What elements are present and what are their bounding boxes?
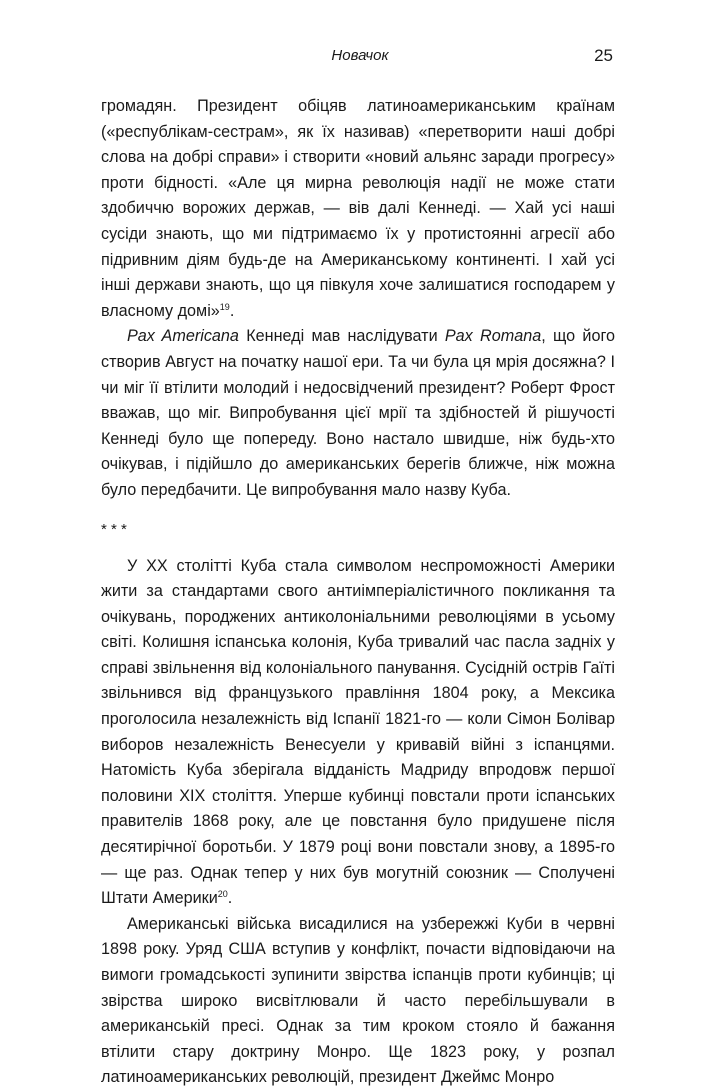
paragraph-4 xyxy=(101,912,615,1091)
paragraph-2 xyxy=(101,324,615,503)
paragraph-1-text: громадян. Президент обіцяв латиноамериканським країнам («республікам-сестрам», як їх називав) «перетворити наші добрі слова на добрі справи» і створити «новий альянс заради прогресу» проти бідності. «Але ця мирна революція надії не може стати здобиччю ворожих держав, — вів далі Кеннеді. — Хай усі наші сусіди знають, що ми підтримаємо їх у протистоянні агресії або підривним діям будь-де на Американському континенті. І хай усі інші держави знають, що ця півкуля хоче залишатися господарем у власному домі» xyxy=(101,97,615,320)
paragraph-1: громадян. Президент обіцяв латиноамериканським країнам («республікам-сестрам», як їх називав) «перетворити наші добрі слова на добрі справи» і створити «новий альянс заради прогресу» проти бідності. «Але ця мирна революція надії не може стати здобиччю ворожих держав, — вів далі Кеннеді. — Хай усі наші сусіди знають, що ми підтримаємо їх у протистоянні агресії або підривним діям будь-де на Американському континенті. І хай усі інші держави знають, що ця півкуля хоче залишатися господарем у власному домі»$^{19}$. xyxy=(101,97,615,320)
footnote-ref-20[interactable]: 20 xyxy=(217,889,228,900)
pax-romana-term: Pax Romana xyxy=(444,327,542,346)
page-header xyxy=(0,44,720,68)
paragraph-3: У XX столітті Куба стала символом неспроможності Америки жити за стандартами свого антиімперіалістичного покликання та очікувань, породжених антиколоніальними революціями в усьому світі. Колишня іспанська колонія, Куба тривалий час пасла задніх у справі звільнення від колоніального панування. Сусідній острів Гаїті звільнився від французького правління 1804 року, а Мексика проголосила незалежність від Іспанії 1821-го — коли Сімон Болівар виборов незалежність Венесуели у кривавій війні з іспанцями. Натомість Куба зберігала відданість Мадриду впродовж першої половини XIX століття. Уперше кубинці повстали проти іспанських правителів 1868 року, але це повстання було придушене після десятирічної боротьби. У 1879 році вони повстали знову, а 1895-го — ще раз. Однак тепер у них був могутній союзник — Сполучені Штати Америки$^{20}$. xyxy=(101,556,615,908)
body-text xyxy=(101,94,615,1091)
paragraph-2-text-a: Кеннеді мав наслідувати xyxy=(238,327,445,346)
paragraph-2-text-b: , що його створив Август на початку нашої ери. Та чи була ця мрія досяжна? І чи міг її втілити молодий і недосвідчений президент? Роберт Фрост вважав, що міг. Випробування цієї мрії та здібностей й рішучості Кеннеді було ще попереду. Воно настало швидше, ніж будь-хто очікував, і підійшло до американських берегів ближче, ніж можна було передбачити. Це випробування мало назву Куба. xyxy=(101,327,616,499)
paragraph-4-text: Американські війська висадилися на узбережжі Куби в червні 1898 року. Уряд США вступив у конфлікт, почасти відповідаючи на вимоги громадськості зупинити звірства іспанців проти кубинців; ці звірства широко висвітлювали й часто перебільшували в американській пресі. Однак за тим кроком стояло й бажання втілити стару доктрину Монро. Ще 1823 року, у розпал латиноамериканських революцій, президент Джеймс Монро xyxy=(101,914,615,1087)
footnote-ref-19[interactable]: 19 xyxy=(219,301,230,312)
pax-americana-term: Pax Americana xyxy=(127,327,239,346)
running-title: Новачок xyxy=(331,47,389,64)
section-separator: * * * xyxy=(101,520,127,538)
page-number: 25 xyxy=(594,46,613,65)
paragraph-3-text: У XX столітті Куба стала символом неспроможності Америки жити за стандартами свого антиімперіалістичного покликання та очікувань, породжених антиколоніальними революціями в усьому світі. Колишня іспанська колонія, Куба тривалий час пасла задніх у справі звільнення від колоніального панування. Сусідній острів Гаїті звільнився від французького правління 1804 року, а Мексика проголосила незалежність від Іспанії 1821-го — коли Сімон Болівар виборов незалежність Венесуели у кривавій війні з іспанцями. Натомість Куба зберігала відданість Мадриду впродовж першої половини XIX століття. Уперше кубинці повстали проти іспанських правителів 1868 року, але це повстання було придушене після десятирічної боротьби. У 1879 році вони повстали знову, а 1895-го — ще раз. Однак тепер у них був могутній союзник — Сполучені Штати Америки xyxy=(101,556,615,908)
